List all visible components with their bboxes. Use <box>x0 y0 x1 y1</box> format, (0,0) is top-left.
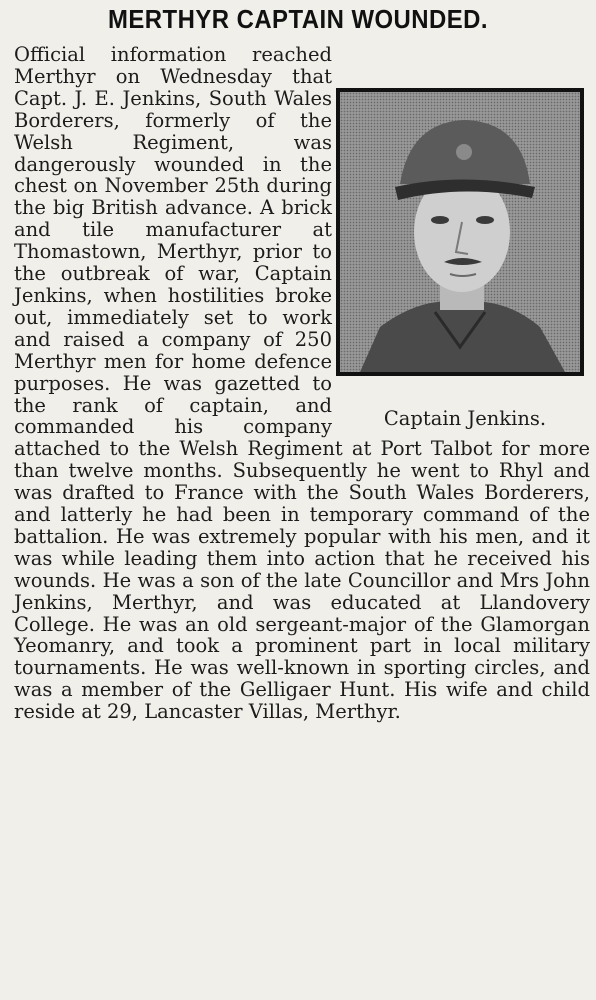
headline: MERTHYR CAPTAIN WOUNDED. <box>107 4 489 34</box>
article <box>14 44 590 723</box>
photo-block <box>340 44 590 436</box>
portrait-illustration <box>340 92 580 372</box>
captain-portrait <box>336 88 584 376</box>
photo-caption: Captain Jenkins. <box>383 407 547 430</box>
article-body: Official information reached Merthyr on Wednesday that Capt. J. E. Jenkins, South Wales Borderers, formerly of the Welsh Regiment, was dangerously wounded in the chest on November 25th during the big British advance. A brick and tile manufacturer at Thomastown, Merthyr, prior to the outbreak of war, Captain Jenkins, when hostilities broke out, immediately set to work and raised a company of 250 Merthyr men for home defence purposes. He was gazetted to the rank of captain, and commanded his company attached to the Welsh Regiment at Port Talbot for more than twelve months. Subsequently he went to Rhyl and was drafted to France with the South Wales Borderers, and latterly he had been in temporary command of the battalion. He was extremely popular with his men, and it was while leading them into action that he received his wounds. He was a son of the late Councillor and Mrs John Jenkins, Merthyr, and was educated at Llandovery College. He was an old sergeant-major of the Glamorgan Yeomanry, and took a prominent part in local military tournaments. He was well-known in sporting circles, and was a member of the Gelligaer Hunt. His wife and child reside at 29, Lancaster Villas, Merthyr. <box>14 43 590 724</box>
